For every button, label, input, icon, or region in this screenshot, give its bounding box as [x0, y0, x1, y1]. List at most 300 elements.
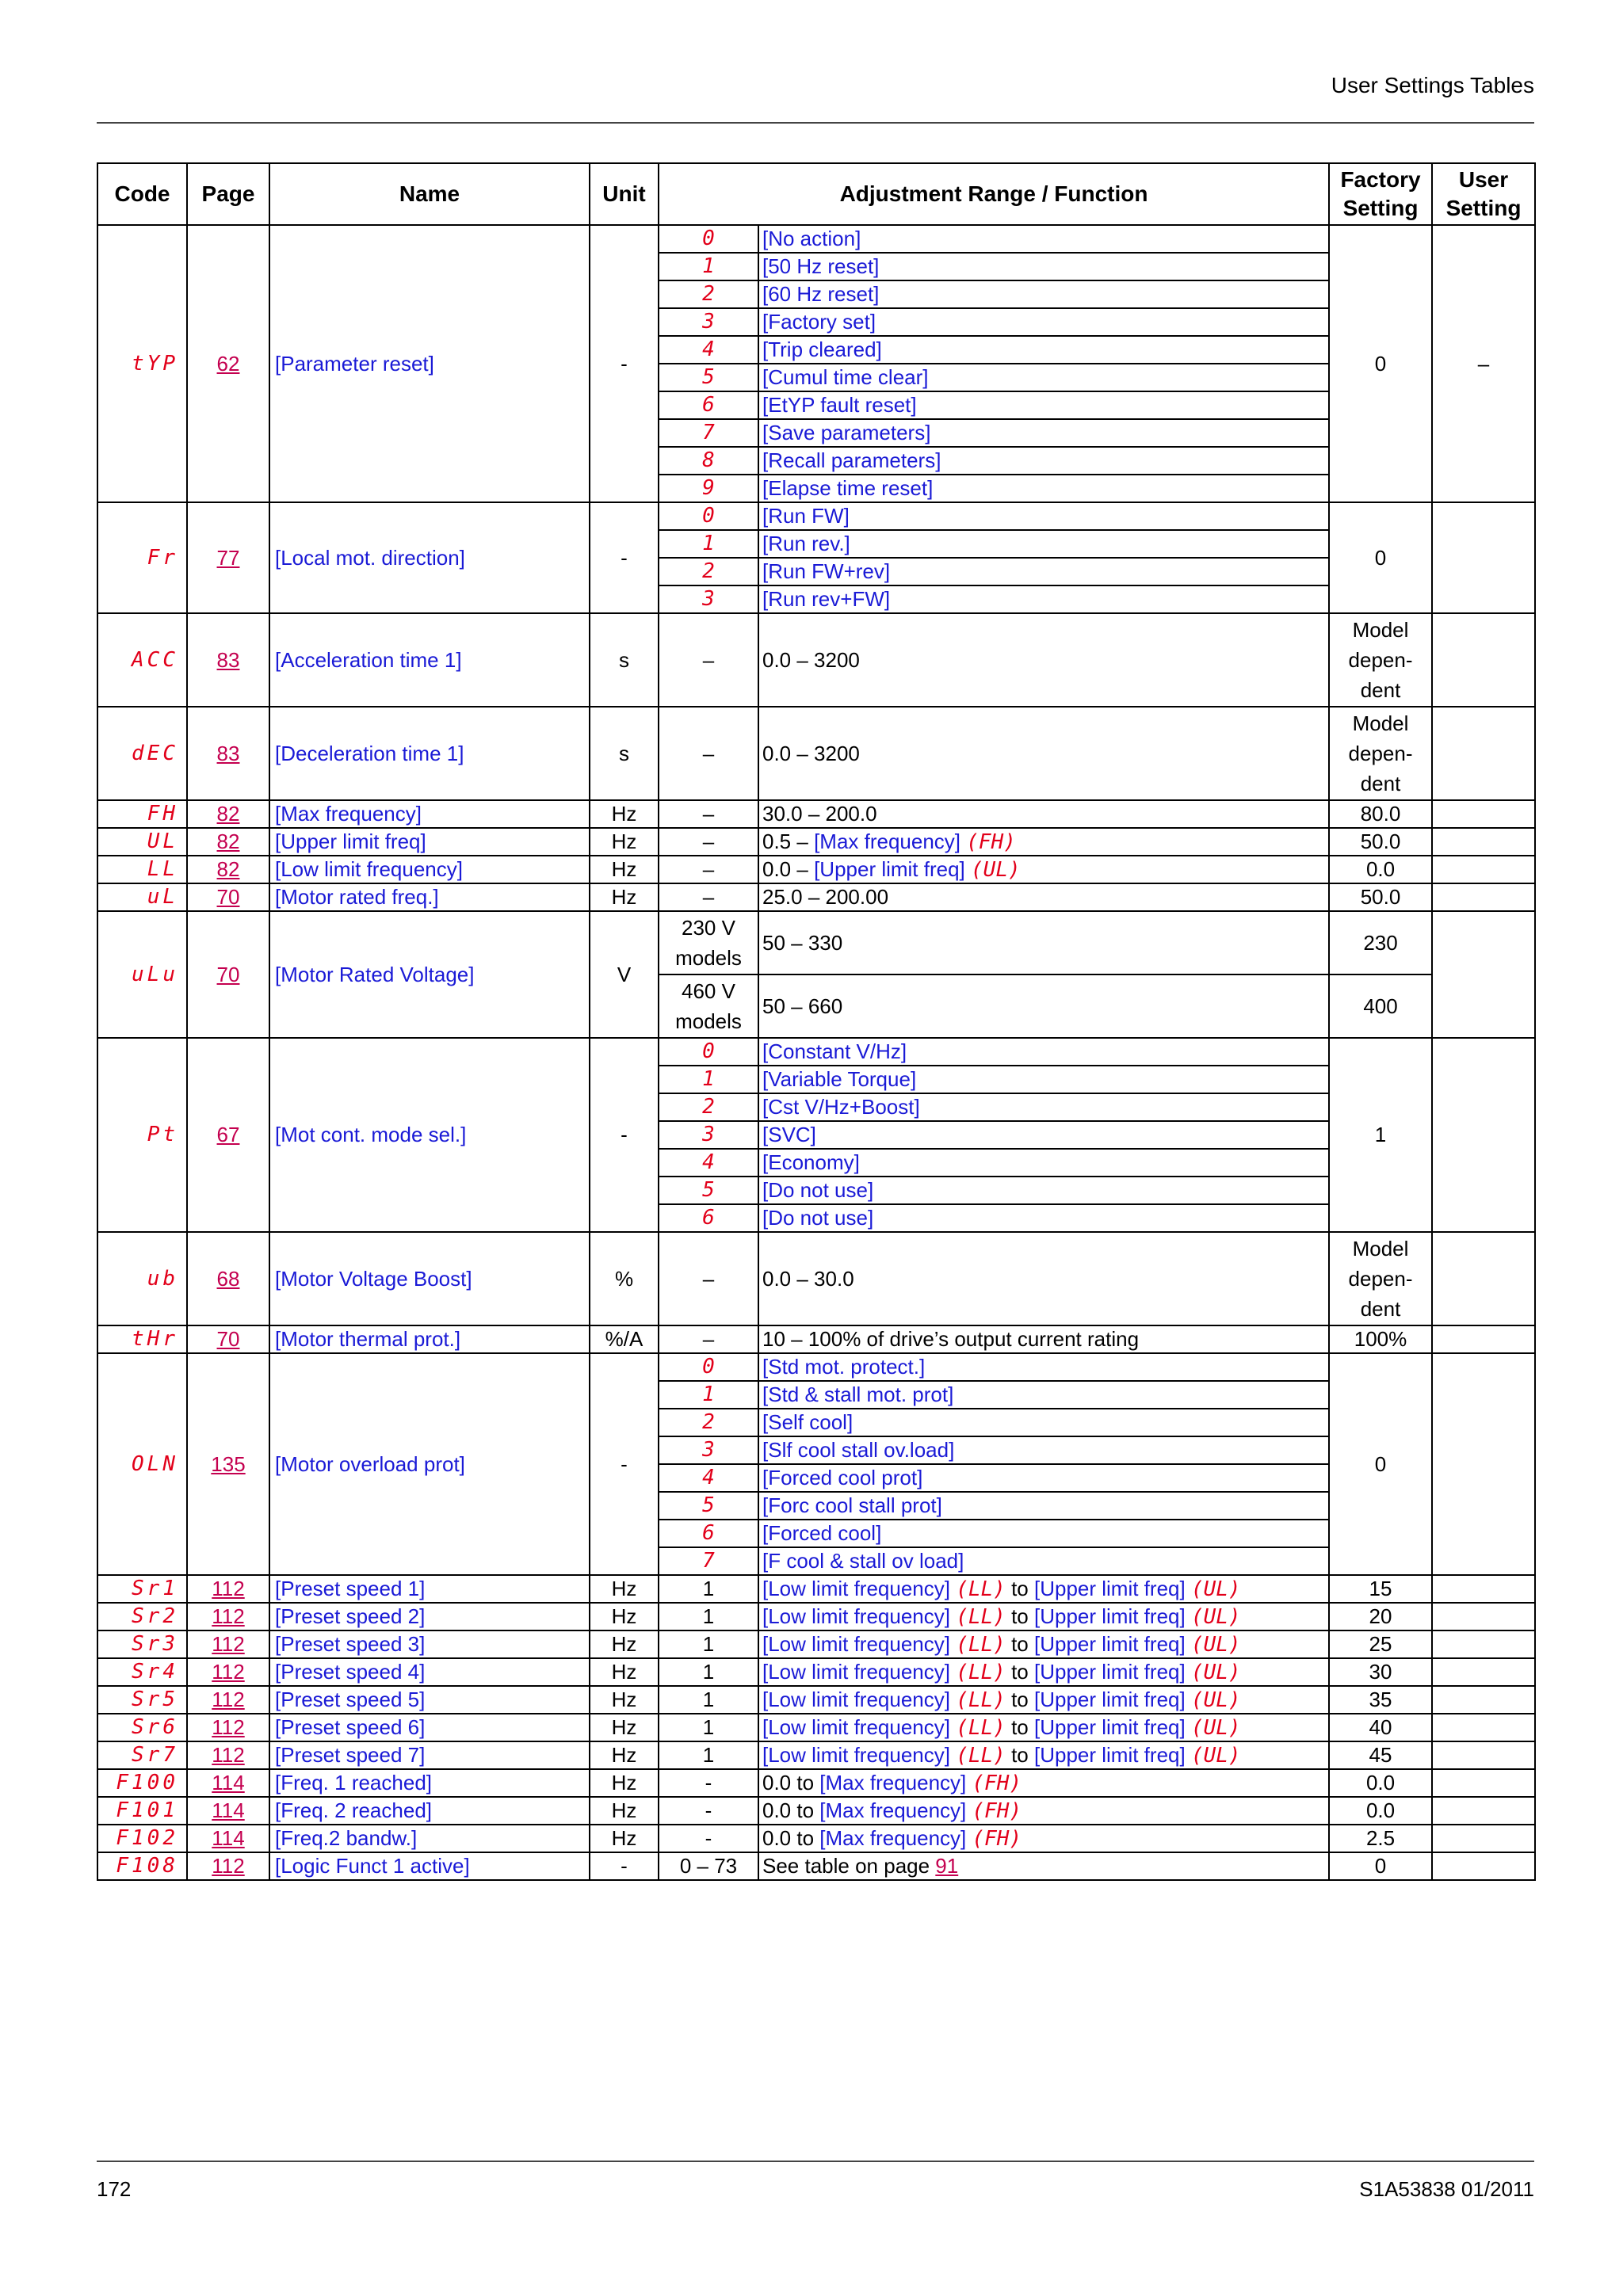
range-low-code: (LL) [956, 1743, 1006, 1768]
option-number: 2 [659, 1409, 758, 1436]
option-label: [Run rev.] [758, 530, 1329, 558]
table-row [97, 1232, 1535, 1325]
range-subcol: – [659, 828, 758, 856]
table-row [97, 856, 1535, 883]
range-cell: 30.0 – 200.0 [758, 800, 1329, 828]
option-number: 3 [659, 1121, 758, 1149]
range-low-code: (LL) [956, 1604, 1006, 1629]
table-row [97, 1714, 1535, 1741]
table-row [97, 1686, 1535, 1714]
param-unit: Hz [590, 800, 659, 828]
factory-setting: 230 [1329, 911, 1432, 974]
page-link[interactable]: 68 [216, 1266, 240, 1291]
range-low: [Low limit frequency] [762, 1631, 950, 1656]
factory-setting: 50.0 [1329, 828, 1432, 856]
option-label: [Std mot. protect.] [758, 1353, 1329, 1381]
user-setting [1432, 1232, 1535, 1325]
param-unit: %/A [590, 1325, 659, 1353]
param-unit: Hz [590, 1797, 659, 1825]
page-link[interactable]: 135 [211, 1451, 246, 1476]
range-cell [758, 828, 1329, 856]
param-unit: - [590, 225, 659, 502]
option-number: 1 [659, 253, 758, 280]
param-name: [Parameter reset] [269, 225, 590, 502]
option-number: 0 [659, 1038, 758, 1066]
range-link: [Max frequency] [819, 1798, 967, 1822]
param-unit: - [590, 1353, 659, 1575]
range-high: [Upper limit freq] [1033, 1576, 1186, 1600]
range-high: [Upper limit freq] [1033, 1687, 1186, 1711]
user-settings-table [97, 162, 1536, 1881]
option-number: 6 [659, 1204, 758, 1232]
option-number: 2 [659, 1093, 758, 1121]
param-name: [Preset speed 7] [269, 1741, 590, 1769]
user-setting [1432, 707, 1535, 800]
page-ref-cell [187, 1658, 269, 1686]
option-number: 5 [659, 1492, 758, 1520]
table-row [97, 1603, 1535, 1630]
option-label: [Economy] [758, 1149, 1329, 1177]
range-prefix: 0.5 – [762, 829, 815, 853]
user-setting [1432, 1575, 1535, 1603]
table-row [97, 800, 1535, 828]
option-label: [Do not use] [758, 1204, 1329, 1232]
option-number: 8 [659, 447, 758, 475]
factory-setting: Model depen- dent [1329, 707, 1432, 800]
page-link[interactable]: 112 [212, 1660, 245, 1684]
range-low: [Low limit frequency] [762, 1576, 950, 1600]
param-unit: Hz [590, 1630, 659, 1658]
param-unit: V [590, 911, 659, 1038]
col-page: Page [187, 163, 269, 225]
option-number: 2 [659, 280, 758, 308]
user-setting: – [1432, 225, 1535, 502]
param-name: [Low limit frequency] [269, 856, 590, 883]
param-code: tHr [97, 1325, 187, 1353]
factory-setting: 0 [1329, 1353, 1432, 1575]
param-unit: Hz [590, 883, 659, 911]
param-name: [Preset speed 5] [269, 1686, 590, 1714]
range-subcol: 1 [659, 1603, 758, 1630]
range-to: to [1005, 1714, 1034, 1739]
page-ref-cell [187, 1038, 269, 1232]
page-ref-cell [187, 502, 269, 613]
range-prefix: See table on page [762, 1854, 936, 1878]
option-label: [Run FW+rev] [758, 558, 1329, 585]
table-row [97, 1658, 1535, 1686]
option-label: [No action] [758, 225, 1329, 253]
param-unit: % [590, 1232, 659, 1325]
factory-setting: Model depen- dent [1329, 1232, 1432, 1325]
page-ref-cell [187, 828, 269, 856]
range-subcol: – [659, 800, 758, 828]
table-row [97, 1038, 1535, 1066]
page-link[interactable]: 67 [216, 1123, 240, 1146]
range-cell [758, 1714, 1329, 1741]
param-name: [Preset speed 2] [269, 1603, 590, 1630]
range-low: [Low limit frequency] [762, 1742, 950, 1767]
option-number: 3 [659, 585, 758, 613]
range-low: [Low limit frequency] [762, 1714, 950, 1739]
factory-setting: 0 [1329, 1852, 1432, 1880]
param-unit: - [590, 1038, 659, 1232]
range-cell: 50 – 330 [758, 911, 1329, 974]
option-label: [Forced cool prot] [758, 1464, 1329, 1492]
page-link[interactable]: 83 [216, 741, 240, 765]
page-link[interactable]: 112 [212, 1604, 245, 1628]
param-unit: Hz [590, 856, 659, 883]
param-code: dEC [97, 707, 187, 800]
table-row [97, 1741, 1535, 1769]
param-code: F100 [97, 1769, 187, 1797]
option-number: 0 [659, 225, 758, 253]
user-setting [1432, 1741, 1535, 1769]
param-unit: Hz [590, 1825, 659, 1852]
option-number: 7 [659, 1547, 758, 1575]
option-number: 3 [659, 1436, 758, 1464]
page-ref-cell [187, 1686, 269, 1714]
page-ref-cell [187, 911, 269, 1038]
page-link[interactable]: 114 [212, 1771, 245, 1794]
factory-setting: 40 [1329, 1714, 1432, 1741]
param-name: [Motor overload prot] [269, 1353, 590, 1575]
range-high-code: (UL) [1190, 1688, 1241, 1712]
table-row [97, 1825, 1535, 1852]
option-number: 5 [659, 364, 758, 391]
user-setting [1432, 856, 1535, 883]
param-unit: Hz [590, 828, 659, 856]
param-code: Sr6 [97, 1714, 187, 1741]
option-label: [Run rev+FW] [758, 585, 1329, 613]
range-prefix: 0.0 – [762, 856, 815, 881]
col-factory: Factory Setting [1329, 163, 1432, 225]
range-cell [758, 1658, 1329, 1686]
param-name: [Local mot. direction] [269, 502, 590, 613]
range-low: [Low limit frequency] [762, 1604, 950, 1628]
user-setting [1432, 1797, 1535, 1825]
range-high: [Upper limit freq] [1033, 1659, 1186, 1684]
param-code: ACC [97, 613, 187, 707]
range-cell [758, 1797, 1329, 1825]
option-label: [Self cool] [758, 1409, 1329, 1436]
factory-setting: 400 [1329, 974, 1432, 1038]
factory-setting: 0.0 [1329, 1797, 1432, 1825]
param-unit: s [590, 707, 659, 800]
option-label: [Slf cool stall ov.load] [758, 1436, 1329, 1464]
page-ref-cell [187, 1325, 269, 1353]
range-subcol: 1 [659, 1575, 758, 1603]
page-ref-cell [187, 800, 269, 828]
range-code: (FH) [972, 1798, 1022, 1823]
range-cell [758, 1575, 1329, 1603]
range-link: [Max frequency] [819, 1770, 967, 1794]
param-code: tYP [97, 225, 187, 502]
param-code: ub [97, 1232, 187, 1325]
param-name: [Preset speed 3] [269, 1630, 590, 1658]
param-code: Sr2 [97, 1603, 187, 1630]
user-setting [1432, 1325, 1535, 1353]
page-ref-cell [187, 1714, 269, 1741]
page-link[interactable]: 62 [216, 351, 240, 376]
user-setting [1432, 502, 1535, 613]
param-code: F108 [97, 1852, 187, 1880]
page-ref-cell [187, 1852, 269, 1880]
factory-setting: 0 [1329, 225, 1432, 502]
page-ref-cell [187, 1769, 269, 1797]
param-unit: Hz [590, 1769, 659, 1797]
param-code: UL [97, 828, 187, 856]
range-subcol: 1 [659, 1741, 758, 1769]
page-link[interactable]: 83 [216, 647, 240, 672]
param-code: OLN [97, 1353, 187, 1575]
page-link[interactable]: 112 [212, 1854, 245, 1878]
param-name: [Max frequency] [269, 800, 590, 828]
range-link: [Max frequency] [819, 1825, 967, 1850]
option-label: [Factory set] [758, 308, 1329, 336]
range-subcol: – [659, 883, 758, 911]
range-link: [Max frequency] [814, 829, 961, 853]
page-link[interactable]: 114 [212, 1798, 245, 1822]
range-to: to [1005, 1631, 1034, 1656]
page-link[interactable]: 70 [216, 1327, 240, 1351]
factory-setting: 15 [1329, 1575, 1432, 1603]
param-name: [Freq. 1 reached] [269, 1769, 590, 1797]
user-setting [1432, 1825, 1535, 1852]
factory-setting: 2.5 [1329, 1825, 1432, 1852]
factory-setting: 45 [1329, 1741, 1432, 1769]
param-name: [Motor thermal prot.] [269, 1325, 590, 1353]
param-code: uL [97, 883, 187, 911]
param-unit: Hz [590, 1658, 659, 1686]
range-subcol: – [659, 1232, 758, 1325]
range-low: [Low limit frequency] [762, 1659, 950, 1684]
page-link[interactable]: 112 [212, 1743, 245, 1767]
page-link[interactable]: 91 [935, 1854, 959, 1878]
range-high: [Upper limit freq] [1033, 1604, 1186, 1628]
page-link[interactable]: 112 [212, 1577, 245, 1600]
range-subcol: - [659, 1797, 758, 1825]
param-code: Sr3 [97, 1630, 187, 1658]
page-ref-cell [187, 1797, 269, 1825]
page-link[interactable]: 82 [216, 857, 240, 881]
factory-setting: 0 [1329, 502, 1432, 613]
range-to: to [1005, 1659, 1034, 1684]
param-name: [Motor Rated Voltage] [269, 911, 590, 1038]
range-low-code: (LL) [956, 1688, 1006, 1712]
page-ref-cell [187, 1232, 269, 1325]
range-to: to [1005, 1687, 1034, 1711]
range-to: to [1005, 1576, 1034, 1600]
user-setting [1432, 883, 1535, 911]
range-subcol: 230 V models [659, 911, 758, 974]
page-link[interactable]: 70 [216, 962, 240, 986]
table-row [97, 883, 1535, 911]
page-ref-cell [187, 707, 269, 800]
table-row [97, 1575, 1535, 1603]
page-ref-cell [187, 1353, 269, 1575]
range-high-code: (UL) [1190, 1604, 1241, 1629]
range-cell [758, 1603, 1329, 1630]
param-name: [Motor Voltage Boost] [269, 1232, 590, 1325]
user-setting [1432, 911, 1535, 1038]
param-name: [Preset speed 4] [269, 1658, 590, 1686]
option-label: [F cool & stall ov load] [758, 1547, 1329, 1575]
option-number: 0 [659, 1353, 758, 1381]
factory-setting: 0.0 [1329, 1769, 1432, 1797]
range-cell [758, 1686, 1329, 1714]
param-unit: Hz [590, 1714, 659, 1741]
range-cell [758, 1825, 1329, 1852]
param-code: FH [97, 800, 187, 828]
option-label: [Forc cool stall prot] [758, 1492, 1329, 1520]
factory-setting: Model depen- dent [1329, 613, 1432, 707]
option-label: [Cumul time clear] [758, 364, 1329, 391]
option-label: [Std & stall mot. prot] [758, 1381, 1329, 1409]
range-low-code: (LL) [956, 1660, 1006, 1684]
range-low-code: (LL) [956, 1715, 1006, 1740]
range-cell: 0.0 – 3200 [758, 613, 1329, 707]
table-row [97, 911, 1535, 974]
option-number: 2 [659, 558, 758, 585]
option-label: [Run FW] [758, 502, 1329, 530]
range-cell [758, 1769, 1329, 1797]
range-to: to [1005, 1604, 1034, 1628]
option-label: [Elapse time reset] [758, 475, 1329, 502]
factory-setting: 25 [1329, 1630, 1432, 1658]
param-name: [Acceleration time 1] [269, 613, 590, 707]
param-code: LL [97, 856, 187, 883]
page-ref-cell [187, 613, 269, 707]
range-high-code: (UL) [1190, 1660, 1241, 1684]
range-prefix: 0.0 to [762, 1825, 820, 1850]
option-label: [60 Hz reset] [758, 280, 1329, 308]
range-cell: 50 – 660 [758, 974, 1329, 1038]
table-row [97, 1630, 1535, 1658]
page-link[interactable]: 112 [212, 1715, 245, 1739]
running-header: User Settings Tables [1331, 73, 1534, 97]
user-setting [1432, 613, 1535, 707]
option-number: 1 [659, 530, 758, 558]
range-subcol: 1 [659, 1714, 758, 1741]
param-code: F102 [97, 1825, 187, 1852]
table-row [97, 1852, 1535, 1880]
range-cell [758, 856, 1329, 883]
option-label: [Forced cool] [758, 1520, 1329, 1547]
range-subcol: 460 V models [659, 974, 758, 1038]
range-high-code: (UL) [1190, 1632, 1241, 1657]
param-name: [Upper limit freq] [269, 828, 590, 856]
range-subcol: 1 [659, 1630, 758, 1658]
param-code: Sr7 [97, 1741, 187, 1769]
user-setting [1432, 800, 1535, 828]
param-unit: Hz [590, 1575, 659, 1603]
factory-setting: 0.0 [1329, 856, 1432, 883]
page-link[interactable]: 114 [212, 1826, 245, 1850]
range-cell: 0.0 – 30.0 [758, 1232, 1329, 1325]
param-unit: Hz [590, 1603, 659, 1630]
range-subcol: 1 [659, 1658, 758, 1686]
option-label: [Save parameters] [758, 419, 1329, 447]
range-subcol: – [659, 613, 758, 707]
doc-reference: S1A53838 01/2011 [1359, 2177, 1534, 2201]
table-row [97, 828, 1535, 856]
param-unit: Hz [590, 1741, 659, 1769]
page-ref-cell [187, 1825, 269, 1852]
range-cell: 0.0 – 3200 [758, 707, 1329, 800]
option-label: [Trip cleared] [758, 336, 1329, 364]
range-subcol: - [659, 1769, 758, 1797]
option-label: [50 Hz reset] [758, 253, 1329, 280]
page-ref-cell [187, 1630, 269, 1658]
option-number: 9 [659, 475, 758, 502]
col-code: Code [97, 163, 187, 225]
range-code: (FH) [972, 1826, 1022, 1851]
option-number: 4 [659, 1149, 758, 1177]
range-high: [Upper limit freq] [1033, 1742, 1186, 1767]
user-setting [1432, 1769, 1535, 1797]
param-code: Sr1 [97, 1575, 187, 1603]
header-rule [97, 122, 1534, 124]
col-user: User Setting [1432, 163, 1535, 225]
page-link[interactable]: 82 [216, 830, 240, 853]
page-link[interactable]: 70 [216, 885, 240, 909]
option-number: 6 [659, 391, 758, 419]
param-name: [Freq. 2 reached] [269, 1797, 590, 1825]
range-code: (UL) [971, 857, 1021, 882]
page-link[interactable]: 112 [212, 1632, 245, 1656]
user-setting [1432, 1038, 1535, 1232]
range-code: (FH) [966, 830, 1016, 854]
range-high-code: (UL) [1190, 1715, 1241, 1740]
page-ref-cell [187, 225, 269, 502]
option-label: [Cst V/Hz+Boost] [758, 1093, 1329, 1121]
table-row [97, 225, 1535, 253]
factory-setting: 1 [1329, 1038, 1432, 1232]
range-subcol: - [659, 1825, 758, 1852]
page-ref-cell [187, 856, 269, 883]
page-ref-cell [187, 1603, 269, 1630]
option-number: 1 [659, 1381, 758, 1409]
param-name: [Freq.2 bandw.] [269, 1825, 590, 1852]
user-setting [1432, 1603, 1535, 1630]
footer-rule [97, 2161, 1534, 2162]
page-link[interactable]: 82 [216, 802, 240, 826]
option-label: [Recall parameters] [758, 447, 1329, 475]
col-unit: Unit [590, 163, 659, 225]
param-name: [Mot cont. mode sel.] [269, 1038, 590, 1232]
user-setting [1432, 828, 1535, 856]
factory-setting: 35 [1329, 1686, 1432, 1714]
param-unit: - [590, 1852, 659, 1880]
page-link[interactable]: 77 [216, 545, 240, 570]
range-cell: 10 – 100% of drive’s output current rating [758, 1325, 1329, 1353]
param-name: [Deceleration time 1] [269, 707, 590, 800]
table-row [97, 1325, 1535, 1353]
factory-setting: 80.0 [1329, 800, 1432, 828]
col-name: Name [269, 163, 590, 225]
range-subcol: – [659, 856, 758, 883]
page-link[interactable]: 112 [212, 1688, 245, 1711]
option-number: 1 [659, 1066, 758, 1093]
param-unit: - [590, 502, 659, 613]
table-row [97, 1353, 1535, 1381]
option-number: 4 [659, 336, 758, 364]
option-label: [Variable Torque] [758, 1066, 1329, 1093]
range-high-code: (UL) [1190, 1577, 1241, 1601]
param-code: Fr [97, 502, 187, 613]
option-label: [Constant V/Hz] [758, 1038, 1329, 1066]
page-ref-cell [187, 1741, 269, 1769]
